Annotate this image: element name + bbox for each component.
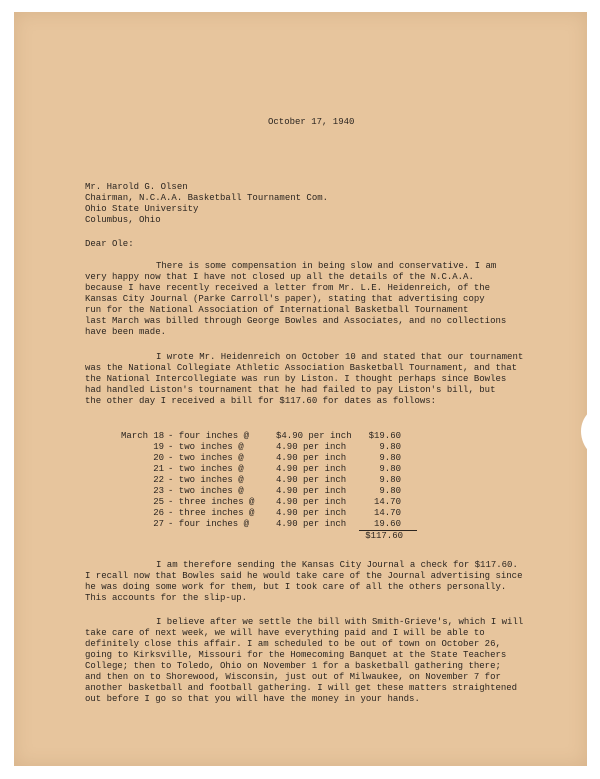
recipient-title: Chairman, N.C.A.A. Basketball Tournament Com. (85, 193, 329, 203)
ad-amount: $19.60 (368, 431, 401, 441)
paragraph-line: This accounts for the slip-up. (85, 593, 248, 603)
ad-date: 26 (153, 508, 164, 518)
paragraph-line: had handled Liston's tournament that he had failed to pay Liston's bill, but (85, 385, 496, 395)
ad-amount: 9.80 (379, 442, 401, 452)
ad-size: - two inches @ (168, 486, 244, 496)
ad-size: - three inches @ (168, 508, 255, 518)
ad-amount: 9.80 (379, 475, 401, 485)
paragraph-line: I am therefore sending the Kansas City Journal a check for $117.60. (156, 560, 518, 570)
ad-rate: 4.90 per inch (276, 475, 347, 485)
letter-body (14, 12, 587, 766)
paragraph-line: have been made. (85, 327, 167, 337)
ad-date: 25 (153, 497, 164, 507)
paragraph-line: he was doing some work for them, but I took care of all the others personally. (85, 582, 507, 592)
ad-size: - two inches @ (168, 442, 244, 452)
ad-rate: $4.90 per inch (276, 431, 352, 441)
ad-rate: 4.90 per inch (276, 519, 347, 529)
paragraph-3 (85, 560, 563, 604)
recipient-name: Mr. Harold G. Olsen (85, 182, 188, 192)
ad-amount: 9.80 (379, 453, 401, 463)
recipient-organization: Ohio State University (85, 204, 199, 214)
paragraph-line: run for the National Association of International Basketball Tournament (85, 305, 469, 315)
ad-rate: 4.90 per inch (276, 453, 347, 463)
paragraph-line: was the National Collegiate Athletic Association Basketball Tournament, and that (85, 363, 518, 373)
recipient-city: Columbus, Ohio (85, 215, 161, 225)
ad-amount: 9.80 (379, 486, 401, 496)
paragraph-line: College; then to Toledo, Ohio on November 1 for a basketball gathering there; (85, 661, 501, 671)
ad-size: - two inches @ (168, 475, 244, 485)
ad-size: - two inches @ (168, 464, 244, 474)
ad-size: - four inches @ (168, 519, 250, 529)
paragraph-line: There is some compensation in being slow and conservative. I am (156, 261, 497, 271)
ad-amount: 14.70 (373, 497, 401, 507)
paragraph-line: and then on to Shorewood, Wisconsin, just out of Milwaukee, on November 7 for (85, 672, 501, 682)
ad-rate: 4.90 per inch (276, 508, 347, 518)
total-underline (403, 530, 417, 531)
paragraph-line: going to Kirksville, Missouri for the Homecoming Banquet at the State Teachers (85, 650, 507, 660)
ad-rate: 4.90 per inch (276, 442, 347, 452)
paragraph-line: very happy now that I have not closed up all the details of the N.C.A.A. (85, 272, 474, 282)
paragraph-line: I recall now that Bowles said he would take care of the Journal advertising since (85, 571, 523, 581)
salutation: Dear Ole: (85, 239, 134, 249)
paragraph-line: another basketball and football gathering. I will get these matters straightened (85, 683, 518, 693)
paragraph-line: I wrote Mr. Heidenreich on October 10 and stated that our tournament (156, 352, 524, 362)
paragraph-2 (85, 352, 563, 407)
ad-date: March 18 (121, 431, 165, 441)
ad-size: - three inches @ (168, 497, 255, 507)
ad-date: 22 (153, 475, 164, 485)
ads-total: $117.60 (359, 530, 403, 542)
paragraph-line: the National Intercollegiate was run by Liston. I thought perhaps since Bowles (85, 374, 507, 384)
letter-page (14, 12, 587, 766)
ad-size: - four inches @ (168, 431, 250, 441)
paragraph-line: I believe after we settle the bill with Smith-Grieve's, which I will (156, 617, 524, 627)
paragraph-line: last March was billed through George Bowles and Associates, and no collections (85, 316, 507, 326)
ad-rate: 4.90 per inch (276, 464, 347, 474)
ad-date: 21 (153, 464, 164, 474)
paragraph-1 (85, 261, 563, 338)
paragraph-line: Kansas City Journal (Parke Carroll's paper), stating that advertising copy (85, 294, 485, 304)
paragraph-line: the other day I received a bill for $117.60 for dates as follows: (85, 396, 437, 406)
ad-date: 19 (153, 442, 164, 452)
ad-amount: 14.70 (373, 508, 401, 518)
ad-date: 27 (153, 519, 164, 529)
ad-size: - two inches @ (168, 453, 244, 463)
paragraph-line: definitely close this affair. I am scheduled to be out of town on October 26, (85, 639, 501, 649)
paragraph-4 (85, 617, 563, 705)
ad-date: 20 (153, 453, 164, 463)
letter-date: October 17, 1940 (268, 117, 355, 127)
ad-rate: 4.90 per inch (276, 486, 347, 496)
ad-amount: 9.80 (379, 464, 401, 474)
ad-date: 23 (153, 486, 164, 496)
ad-amount: 19.60 (373, 519, 401, 529)
paragraph-line: out before I go so that you will have the money in your hands. (85, 694, 420, 704)
paragraph-line: because I have recently received a letter from Mr. L.E. Heidenreich, of the (85, 283, 491, 293)
paragraph-line: take care of next week, we will have everything paid and I will be able to (85, 628, 485, 638)
ad-rate: 4.90 per inch (276, 497, 347, 507)
